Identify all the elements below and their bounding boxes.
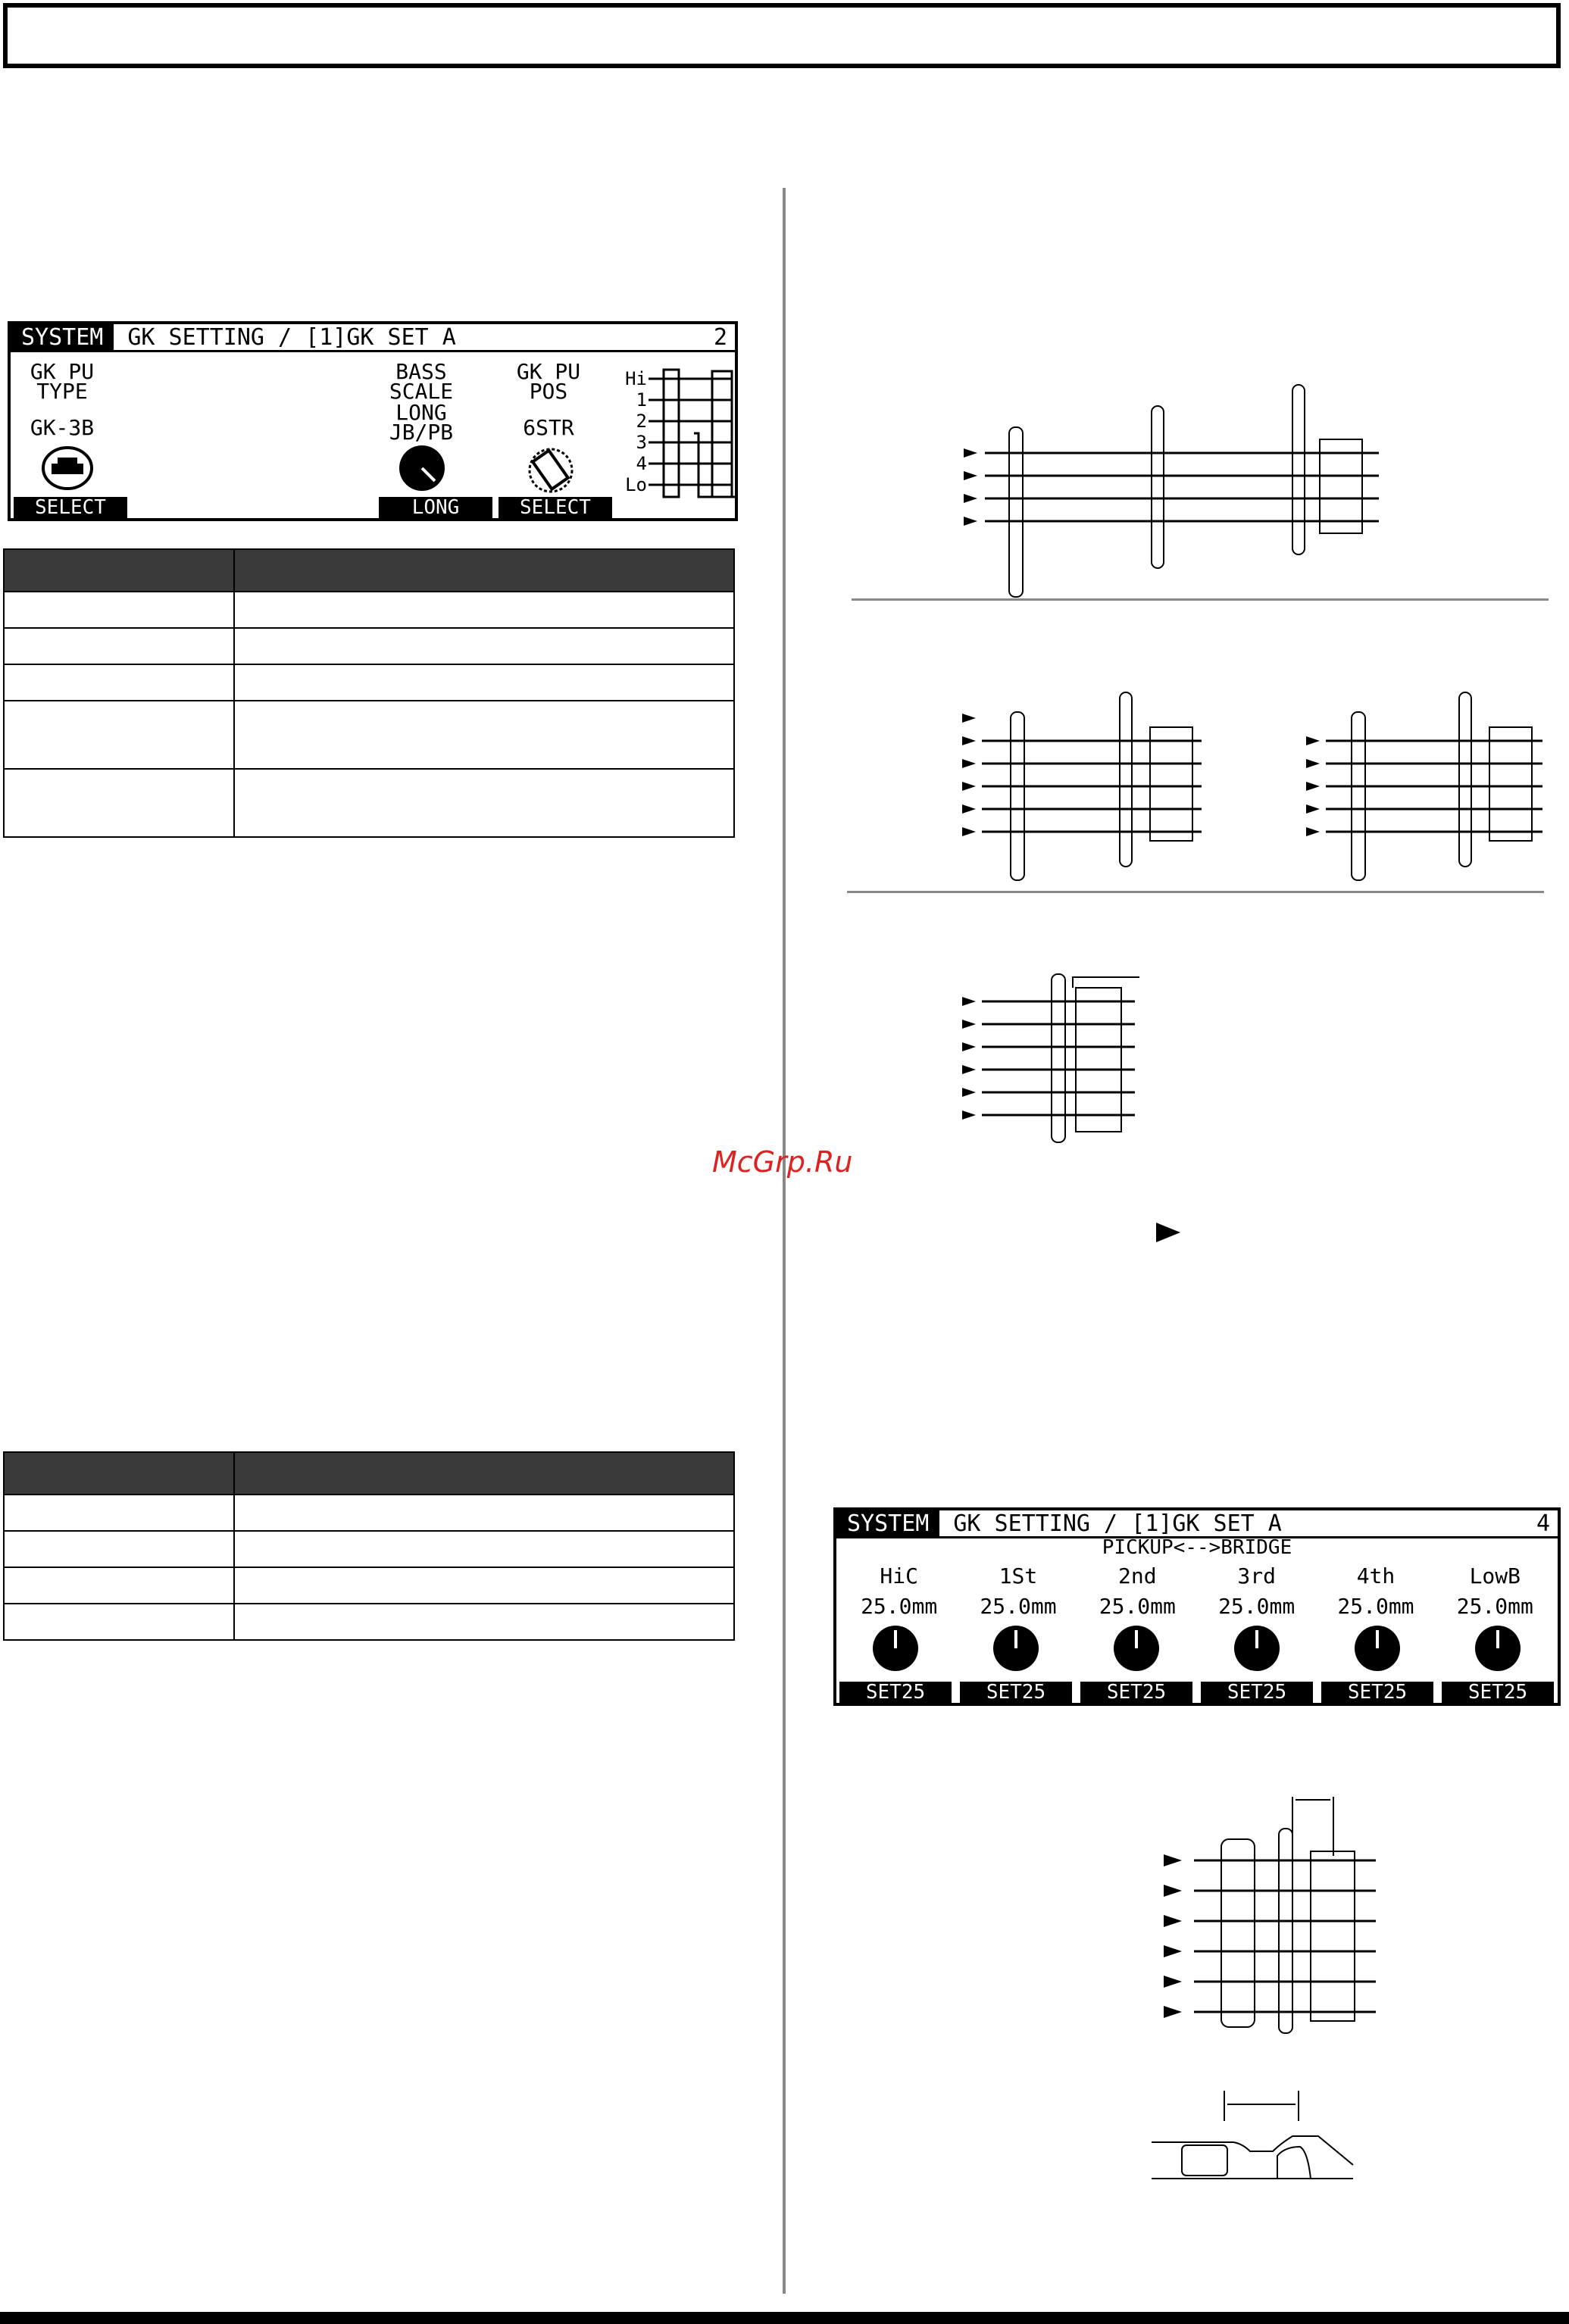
- pu-type-label: GK PU TYPE: [30, 359, 95, 404]
- pu-type-value: GK-3B: [30, 415, 95, 440]
- distance-value: 25.0mm: [980, 1594, 1057, 1619]
- column-name: 2nd: [1118, 1563, 1157, 1588]
- distance-knob-1st[interactable]: [993, 1626, 1039, 1671]
- diagram-separator: [852, 598, 1549, 601]
- select-pu-pos-button[interactable]: SELECT: [499, 497, 612, 518]
- footer-bar: [0, 2312, 1569, 2324]
- set25-1st-button[interactable]: SET25: [960, 1682, 1072, 1703]
- lcd-tab: SYSTEM: [11, 324, 114, 350]
- page-header-box: [3, 3, 1561, 68]
- lcd-titlebar: [11, 324, 735, 352]
- long-scale-button[interactable]: LONG: [379, 497, 492, 518]
- column-name: HiC: [880, 1563, 918, 1588]
- column-name: 3rd: [1237, 1563, 1276, 1588]
- distance-knob-hic[interactable]: [873, 1626, 918, 1671]
- set25-hic-button[interactable]: SET25: [839, 1682, 952, 1703]
- distance-columns: [839, 1563, 1555, 1588]
- pickup-icon: [41, 445, 94, 491]
- lcd-page-number: 4: [1536, 1510, 1550, 1537]
- distance-value: 25.0mm: [861, 1594, 938, 1619]
- bass-6string-pickup-diagram-a: [955, 682, 1227, 894]
- distance-knob-lowb[interactable]: [1475, 1626, 1521, 1671]
- string-label: 2: [636, 411, 647, 432]
- distance-value: 25.0mm: [1218, 1594, 1296, 1619]
- pickup-bridge-side-view-diagram: [1144, 2083, 1371, 2189]
- set25-lowb-button[interactable]: SET25: [1442, 1682, 1554, 1703]
- lcd-page-number: 2: [713, 323, 727, 351]
- table-header-row: [4, 549, 734, 592]
- diagram-separator: [847, 891, 1544, 893]
- distance-knob-4th[interactable]: [1355, 1626, 1400, 1671]
- distance-values: [839, 1594, 1555, 1619]
- watermark: McGrp.Ru: [712, 1145, 853, 1179]
- bass-4string-pickup-diagram: [955, 379, 1409, 606]
- table-row: [4, 1531, 734, 1567]
- pu-pos-value: 6STR: [523, 415, 574, 440]
- column-name: 1St: [999, 1563, 1038, 1588]
- lcd-titlebar: [836, 1510, 1558, 1538]
- parameter-table-1: [3, 548, 735, 838]
- pickup-bridge-distance-diagram: [1152, 1788, 1439, 2045]
- lcd-path: GK SETTING / [1]GK SET A: [953, 1510, 1282, 1537]
- table-row: [4, 1604, 734, 1640]
- lcd-pickup-bridge-screen: [833, 1507, 1561, 1706]
- select-pu-type-button[interactable]: SELECT: [14, 497, 127, 518]
- bass-scale-label: BASS SCALE: [389, 359, 454, 404]
- distance-value: 25.0mm: [1456, 1594, 1533, 1619]
- string-label: Lo: [625, 474, 647, 495]
- table-row: [4, 769, 734, 837]
- table-row: [4, 628, 734, 664]
- lcd-subtitle: PICKUP<-->BRIDGE: [1102, 1536, 1292, 1559]
- string-pickup-diagram: [649, 368, 736, 501]
- bass-scale-knob[interactable]: [399, 445, 445, 491]
- bass-scale-value: LONG JB/PB: [389, 400, 454, 445]
- string-label: 4: [636, 453, 647, 474]
- string-list: [617, 368, 647, 495]
- string-label: 1: [636, 389, 647, 411]
- distance-value: 25.0mm: [1337, 1594, 1414, 1619]
- parameter-table-2: [3, 1451, 735, 1641]
- set25-3rd-button[interactable]: SET25: [1201, 1682, 1313, 1703]
- string-label: Hi: [625, 368, 647, 389]
- pu-pos-label: GK PU POS: [516, 359, 581, 404]
- table-row: [4, 592, 734, 628]
- distance-knob-2nd[interactable]: [1114, 1626, 1159, 1671]
- table-row: [4, 664, 734, 701]
- table-row: [4, 1567, 734, 1604]
- lcd-path: GK SETTING / [1]GK SET A: [127, 323, 456, 351]
- table-row: [4, 1495, 734, 1531]
- lcd-tab: SYSTEM: [836, 1510, 939, 1536]
- set25-4th-button[interactable]: SET25: [1321, 1682, 1433, 1703]
- table-row: [4, 701, 734, 769]
- distance-value: 25.0mm: [1099, 1594, 1176, 1619]
- column-name: LowB: [1469, 1563, 1521, 1588]
- set25-2nd-button[interactable]: SET25: [1080, 1682, 1192, 1703]
- table-header-row: [4, 1452, 734, 1495]
- bass-5string-pickup-diagram: [1303, 682, 1546, 894]
- string-label: 3: [636, 432, 647, 453]
- bass-6string-bridge-pickup-diagram: [955, 970, 1152, 1151]
- column-name: 4th: [1356, 1563, 1396, 1588]
- lcd-gk-pu-type-screen: [8, 321, 738, 521]
- distance-knob-3rd[interactable]: [1234, 1626, 1280, 1671]
- pickup-position-icon: [526, 445, 576, 495]
- arrow-right-icon: [1155, 1221, 1182, 1244]
- column-divider: [783, 188, 786, 2294]
